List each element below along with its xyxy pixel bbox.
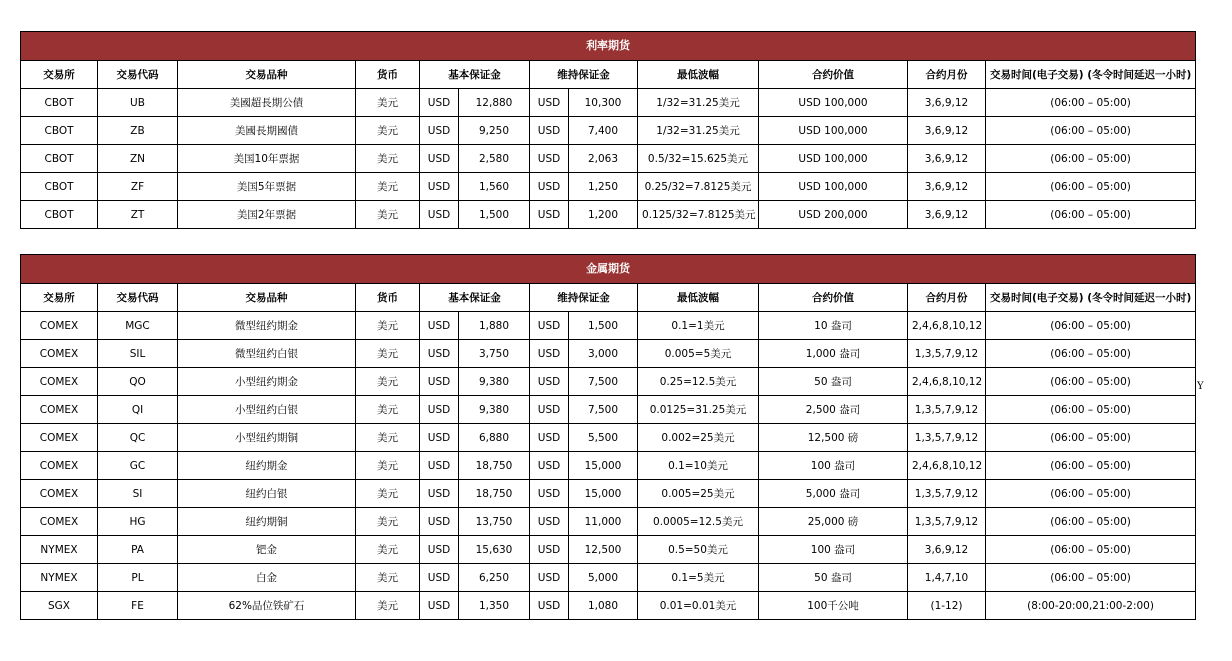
cell-contract-value: 25,000 磅 bbox=[759, 508, 908, 536]
cell-maint-margin-currency: USD bbox=[530, 340, 569, 368]
cell-contract-value: USD 100,000 bbox=[759, 89, 908, 117]
cell-base-margin-amount: 6,250 bbox=[459, 564, 530, 592]
column-header-row bbox=[21, 284, 1196, 312]
cell-tick-size: 0.005=25美元 bbox=[638, 480, 759, 508]
cell-base-margin-currency: USD bbox=[420, 89, 459, 117]
cell-contract-months: 1,3,5,7,9,12 bbox=[908, 396, 986, 424]
cell-contract-months: 3,6,9,12 bbox=[908, 89, 986, 117]
cell-code: GC bbox=[98, 452, 178, 480]
cell-maint-margin-currency: USD bbox=[530, 592, 569, 620]
cell-exchange: CBOT bbox=[21, 89, 98, 117]
cell-currency: 美元 bbox=[356, 89, 420, 117]
cell-product: 美国10年票据 bbox=[178, 145, 356, 173]
cell-product: 白金 bbox=[178, 564, 356, 592]
cell-base-margin-currency: USD bbox=[420, 368, 459, 396]
cell-maint-margin-amount: 10,300 bbox=[569, 89, 638, 117]
cell-product: 小型纽约期铜 bbox=[178, 424, 356, 452]
cell-base-margin-amount: 3,750 bbox=[459, 340, 530, 368]
cell-code: ZB bbox=[98, 117, 178, 145]
cell-contract-months: 2,4,6,8,10,12 bbox=[908, 368, 986, 396]
cell-maint-margin-amount: 5,000 bbox=[569, 564, 638, 592]
cell-contract-value: 50 盎司 bbox=[759, 368, 908, 396]
cell-contract-value: 5,000 盎司 bbox=[759, 480, 908, 508]
cell-maint-margin-currency: USD bbox=[530, 312, 569, 340]
cell-tick-size: 1/32=31.25美元 bbox=[638, 117, 759, 145]
cell-maint-margin-currency: USD bbox=[530, 173, 569, 201]
cell-code: ZF bbox=[98, 173, 178, 201]
cell-product: 纽约期金 bbox=[178, 452, 356, 480]
table-body bbox=[21, 312, 1196, 620]
cell-tick-size: 0.25/32=7.8125美元 bbox=[638, 173, 759, 201]
cell-exchange: COMEX bbox=[21, 340, 98, 368]
table-row bbox=[21, 452, 1196, 480]
table-row bbox=[21, 564, 1196, 592]
cell-trading-hours: (06:00 – 05:00) bbox=[986, 312, 1196, 340]
cell-base-margin-amount: 1,560 bbox=[459, 173, 530, 201]
cell-tick-size: 0.1=1美元 bbox=[638, 312, 759, 340]
cell-base-margin-currency: USD bbox=[420, 173, 459, 201]
cell-tick-size: 0.002=25美元 bbox=[638, 424, 759, 452]
cell-tick-size: 0.005=5美元 bbox=[638, 340, 759, 368]
cell-contract-value: USD 100,000 bbox=[759, 145, 908, 173]
cell-product: 美國長期國債 bbox=[178, 117, 356, 145]
cell-currency: 美元 bbox=[356, 396, 420, 424]
header-contract-value: 合约价值 bbox=[759, 284, 908, 312]
header-currency: 货币 bbox=[356, 284, 420, 312]
cell-tick-size: 0.5/32=15.625美元 bbox=[638, 145, 759, 173]
table-title: 金属期货 bbox=[21, 255, 1196, 284]
header-tick: 最低波幅 bbox=[638, 61, 759, 89]
cell-product: 微型纽约期金 bbox=[178, 312, 356, 340]
header-trading-hours: 交易时间(电子交易) (冬令时间延迟一小时) bbox=[986, 284, 1196, 312]
cell-code: UB bbox=[98, 89, 178, 117]
cell-contract-value: 10 盎司 bbox=[759, 312, 908, 340]
cell-code: PL bbox=[98, 564, 178, 592]
cell-base-margin-amount: 1,880 bbox=[459, 312, 530, 340]
cell-maint-margin-amount: 1,500 bbox=[569, 312, 638, 340]
cell-base-margin-amount: 18,750 bbox=[459, 480, 530, 508]
cell-contract-value: 100千公吨 bbox=[759, 592, 908, 620]
cell-currency: 美元 bbox=[356, 536, 420, 564]
metal-futures-table bbox=[20, 254, 1196, 620]
cell-product: 美国5年票据 bbox=[178, 173, 356, 201]
cell-base-margin-amount: 1,350 bbox=[459, 592, 530, 620]
column-header-row bbox=[21, 61, 1196, 89]
cell-contract-months: 1,4,7,10 bbox=[908, 564, 986, 592]
cell-base-margin-currency: USD bbox=[420, 396, 459, 424]
header-contract-months: 合约月份 bbox=[908, 284, 986, 312]
cell-product: 微型纽约白银 bbox=[178, 340, 356, 368]
cell-base-margin-currency: USD bbox=[420, 145, 459, 173]
cell-maint-margin-amount: 15,000 bbox=[569, 452, 638, 480]
cell-trading-hours: (06:00 – 05:00) bbox=[986, 145, 1196, 173]
cell-contract-value: USD 100,000 bbox=[759, 117, 908, 145]
header-base-margin: 基本保证金 bbox=[420, 284, 530, 312]
table-title: 利率期货 bbox=[21, 32, 1196, 61]
cell-trading-hours: (06:00 – 05:00) bbox=[986, 368, 1196, 396]
cell-currency: 美元 bbox=[356, 480, 420, 508]
cell-base-margin-currency: USD bbox=[420, 312, 459, 340]
cell-maint-margin-currency: USD bbox=[530, 424, 569, 452]
cell-currency: 美元 bbox=[356, 592, 420, 620]
cell-base-margin-currency: USD bbox=[420, 201, 459, 229]
header-contract-months: 合约月份 bbox=[908, 61, 986, 89]
cell-contract-months: 3,6,9,12 bbox=[908, 201, 986, 229]
cell-maint-margin-currency: USD bbox=[530, 201, 569, 229]
cell-trading-hours: (06:00 – 05:00) bbox=[986, 173, 1196, 201]
cell-base-margin-currency: USD bbox=[420, 480, 459, 508]
cell-currency: 美元 bbox=[356, 424, 420, 452]
cell-base-margin-currency: USD bbox=[420, 424, 459, 452]
cell-trading-hours: (06:00 – 05:00) bbox=[986, 340, 1196, 368]
cell-maint-margin-amount: 1,200 bbox=[569, 201, 638, 229]
cell-base-margin-amount: 2,580 bbox=[459, 145, 530, 173]
cell-maint-margin-amount: 7,500 bbox=[569, 368, 638, 396]
cell-base-margin-currency: USD bbox=[420, 564, 459, 592]
cell-currency: 美元 bbox=[356, 145, 420, 173]
cell-contract-months: 3,6,9,12 bbox=[908, 117, 986, 145]
cell-currency: 美元 bbox=[356, 340, 420, 368]
cell-exchange: CBOT bbox=[21, 201, 98, 229]
cell-maint-margin-amount: 7,400 bbox=[569, 117, 638, 145]
cell-trading-hours: (06:00 – 05:00) bbox=[986, 480, 1196, 508]
cell-base-margin-amount: 9,250 bbox=[459, 117, 530, 145]
cell-tick-size: 0.5=50美元 bbox=[638, 536, 759, 564]
cell-base-margin-amount: 9,380 bbox=[459, 396, 530, 424]
cell-product: 纽约白银 bbox=[178, 480, 356, 508]
cell-base-margin-amount: 13,750 bbox=[459, 508, 530, 536]
cell-code: QI bbox=[98, 396, 178, 424]
cell-base-margin-amount: 18,750 bbox=[459, 452, 530, 480]
cell-trading-hours: (06:00 – 05:00) bbox=[986, 508, 1196, 536]
table-row bbox=[21, 145, 1196, 173]
cell-contract-months: (1-12) bbox=[908, 592, 986, 620]
cell-maint-margin-currency: USD bbox=[530, 508, 569, 536]
cell-contract-months: 1,3,5,7,9,12 bbox=[908, 424, 986, 452]
table-row bbox=[21, 424, 1196, 452]
cell-product: 钯金 bbox=[178, 536, 356, 564]
cell-exchange: CBOT bbox=[21, 117, 98, 145]
cell-base-margin-amount: 6,880 bbox=[459, 424, 530, 452]
table-row bbox=[21, 480, 1196, 508]
cell-tick-size: 0.0005=12.5美元 bbox=[638, 508, 759, 536]
cell-trading-hours: (06:00 – 05:00) bbox=[986, 89, 1196, 117]
cell-maint-margin-amount: 12,500 bbox=[569, 536, 638, 564]
cell-maint-margin-currency: USD bbox=[530, 145, 569, 173]
cell-trading-hours: (06:00 – 05:00) bbox=[986, 564, 1196, 592]
cell-maint-margin-currency: USD bbox=[530, 452, 569, 480]
cell-contract-value: 100 盎司 bbox=[759, 452, 908, 480]
cell-tick-size: 1/32=31.25美元 bbox=[638, 89, 759, 117]
cell-code: QO bbox=[98, 368, 178, 396]
cell-currency: 美元 bbox=[356, 312, 420, 340]
cell-maint-margin-amount: 15,000 bbox=[569, 480, 638, 508]
cell-maint-margin-currency: USD bbox=[530, 480, 569, 508]
table-row bbox=[21, 340, 1196, 368]
header-code: 交易代码 bbox=[98, 61, 178, 89]
cell-maint-margin-currency: USD bbox=[530, 117, 569, 145]
cell-currency: 美元 bbox=[356, 564, 420, 592]
cell-maint-margin-amount: 11,000 bbox=[569, 508, 638, 536]
cell-contract-months: 3,6,9,12 bbox=[908, 173, 986, 201]
table-row bbox=[21, 396, 1196, 424]
table-row bbox=[21, 368, 1196, 396]
cell-code: ZN bbox=[98, 145, 178, 173]
header-contract-value: 合约价值 bbox=[759, 61, 908, 89]
cell-maint-margin-currency: USD bbox=[530, 368, 569, 396]
cell-trading-hours: (8:00-20:00,21:00-2:00) bbox=[986, 592, 1196, 620]
cell-currency: 美元 bbox=[356, 173, 420, 201]
cell-contract-months: 1,3,5,7,9,12 bbox=[908, 508, 986, 536]
cell-product: 美国2年票据 bbox=[178, 201, 356, 229]
cell-code: SIL bbox=[98, 340, 178, 368]
cell-base-margin-currency: USD bbox=[420, 340, 459, 368]
cell-exchange: COMEX bbox=[21, 396, 98, 424]
header-code: 交易代码 bbox=[98, 284, 178, 312]
cell-base-margin-currency: USD bbox=[420, 508, 459, 536]
cell-currency: 美元 bbox=[356, 452, 420, 480]
cell-currency: 美元 bbox=[356, 368, 420, 396]
cell-contract-value: 100 盎司 bbox=[759, 536, 908, 564]
cell-contract-value: USD 200,000 bbox=[759, 201, 908, 229]
cell-maint-margin-currency: USD bbox=[530, 89, 569, 117]
cell-base-margin-currency: USD bbox=[420, 536, 459, 564]
cell-tick-size: 0.25=12.5美元 bbox=[638, 368, 759, 396]
cell-maint-margin-amount: 5,500 bbox=[569, 424, 638, 452]
cell-product: 美國超長期公債 bbox=[178, 89, 356, 117]
cell-contract-months: 2,4,6,8,10,12 bbox=[908, 312, 986, 340]
cell-trading-hours: (06:00 – 05:00) bbox=[986, 536, 1196, 564]
header-product: 交易品种 bbox=[178, 61, 356, 89]
table-row bbox=[21, 173, 1196, 201]
cell-contract-value: 12,500 磅 bbox=[759, 424, 908, 452]
table-row bbox=[21, 592, 1196, 620]
header-maint-margin: 维持保证金 bbox=[530, 284, 638, 312]
header-tick: 最低波幅 bbox=[638, 284, 759, 312]
header-product: 交易品种 bbox=[178, 284, 356, 312]
cell-contract-value: 2,500 盎司 bbox=[759, 396, 908, 424]
cell-trading-hours: (06:00 – 05:00) bbox=[986, 201, 1196, 229]
table-row bbox=[21, 117, 1196, 145]
cell-currency: 美元 bbox=[356, 117, 420, 145]
table-row bbox=[21, 312, 1196, 340]
cell-contract-value: 1,000 盎司 bbox=[759, 340, 908, 368]
cell-trading-hours: (06:00 – 05:00) bbox=[986, 117, 1196, 145]
header-exchange: 交易所 bbox=[21, 61, 98, 89]
cell-tick-size: 0.1=5美元 bbox=[638, 564, 759, 592]
cell-trading-hours: (06:00 – 05:00) bbox=[986, 424, 1196, 452]
cell-currency: 美元 bbox=[356, 201, 420, 229]
cell-tick-size: 0.0125=31.25美元 bbox=[638, 396, 759, 424]
cell-exchange: COMEX bbox=[21, 508, 98, 536]
cell-maint-margin-amount: 2,063 bbox=[569, 145, 638, 173]
cell-trading-hours: (06:00 – 05:00) bbox=[986, 452, 1196, 480]
cell-exchange: NYMEX bbox=[21, 536, 98, 564]
cell-maint-margin-amount: 1,250 bbox=[569, 173, 638, 201]
cell-base-margin-currency: USD bbox=[420, 592, 459, 620]
table-row bbox=[21, 508, 1196, 536]
cell-code: FE bbox=[98, 592, 178, 620]
cell-product: 小型纽约白银 bbox=[178, 396, 356, 424]
cell-code: PA bbox=[98, 536, 178, 564]
cell-exchange: COMEX bbox=[21, 480, 98, 508]
cell-tick-size: 0.1=10美元 bbox=[638, 452, 759, 480]
cell-base-margin-currency: USD bbox=[420, 452, 459, 480]
cell-tick-size: 0.01=0.01美元 bbox=[638, 592, 759, 620]
cell-contract-value: 50 盎司 bbox=[759, 564, 908, 592]
cell-contract-months: 2,4,6,8,10,12 bbox=[908, 452, 986, 480]
cell-exchange: CBOT bbox=[21, 145, 98, 173]
header-currency: 货币 bbox=[356, 61, 420, 89]
header-exchange: 交易所 bbox=[21, 284, 98, 312]
cell-contract-months: 3,6,9,12 bbox=[908, 145, 986, 173]
cell-currency: 美元 bbox=[356, 508, 420, 536]
cell-tick-size: 0.125/32=7.8125美元 bbox=[638, 201, 759, 229]
table-body bbox=[21, 89, 1196, 229]
cell-exchange: CBOT bbox=[21, 173, 98, 201]
header-maint-margin: 维持保证金 bbox=[530, 61, 638, 89]
cell-base-margin-amount: 12,880 bbox=[459, 89, 530, 117]
cell-code: MGC bbox=[98, 312, 178, 340]
cell-maint-margin-currency: USD bbox=[530, 564, 569, 592]
cell-exchange: COMEX bbox=[21, 424, 98, 452]
stray-mark: Y bbox=[1197, 381, 1204, 392]
table-title-row bbox=[21, 255, 1196, 284]
table-title-row bbox=[21, 32, 1196, 61]
cell-exchange: NYMEX bbox=[21, 564, 98, 592]
interest-rate-futures-table bbox=[20, 31, 1196, 229]
cell-maint-margin-currency: USD bbox=[530, 536, 569, 564]
cell-code: QC bbox=[98, 424, 178, 452]
table-row bbox=[21, 201, 1196, 229]
header-trading-hours: 交易时间(电子交易) (冬令时间延迟一小时) bbox=[986, 61, 1196, 89]
cell-exchange: COMEX bbox=[21, 312, 98, 340]
cell-product: 纽约期铜 bbox=[178, 508, 356, 536]
cell-maint-margin-currency: USD bbox=[530, 396, 569, 424]
cell-contract-months: 1,3,5,7,9,12 bbox=[908, 480, 986, 508]
cell-base-margin-amount: 1,500 bbox=[459, 201, 530, 229]
cell-base-margin-amount: 9,380 bbox=[459, 368, 530, 396]
header-base-margin: 基本保证金 bbox=[420, 61, 530, 89]
cell-code: SI bbox=[98, 480, 178, 508]
cell-product: 62%品位铁矿石 bbox=[178, 592, 356, 620]
cell-exchange: COMEX bbox=[21, 452, 98, 480]
cell-base-margin-currency: USD bbox=[420, 117, 459, 145]
cell-code: ZT bbox=[98, 201, 178, 229]
cell-exchange: SGX bbox=[21, 592, 98, 620]
cell-maint-margin-amount: 1,080 bbox=[569, 592, 638, 620]
cell-maint-margin-amount: 7,500 bbox=[569, 396, 638, 424]
table-row bbox=[21, 89, 1196, 117]
cell-base-margin-amount: 15,630 bbox=[459, 536, 530, 564]
cell-product: 小型纽约期金 bbox=[178, 368, 356, 396]
cell-maint-margin-amount: 3,000 bbox=[569, 340, 638, 368]
cell-contract-value: USD 100,000 bbox=[759, 173, 908, 201]
cell-exchange: COMEX bbox=[21, 368, 98, 396]
cell-trading-hours: (06:00 – 05:00) bbox=[986, 396, 1196, 424]
cell-contract-months: 3,6,9,12 bbox=[908, 536, 986, 564]
table-row bbox=[21, 536, 1196, 564]
cell-code: HG bbox=[98, 508, 178, 536]
cell-contract-months: 1,3,5,7,9,12 bbox=[908, 340, 986, 368]
